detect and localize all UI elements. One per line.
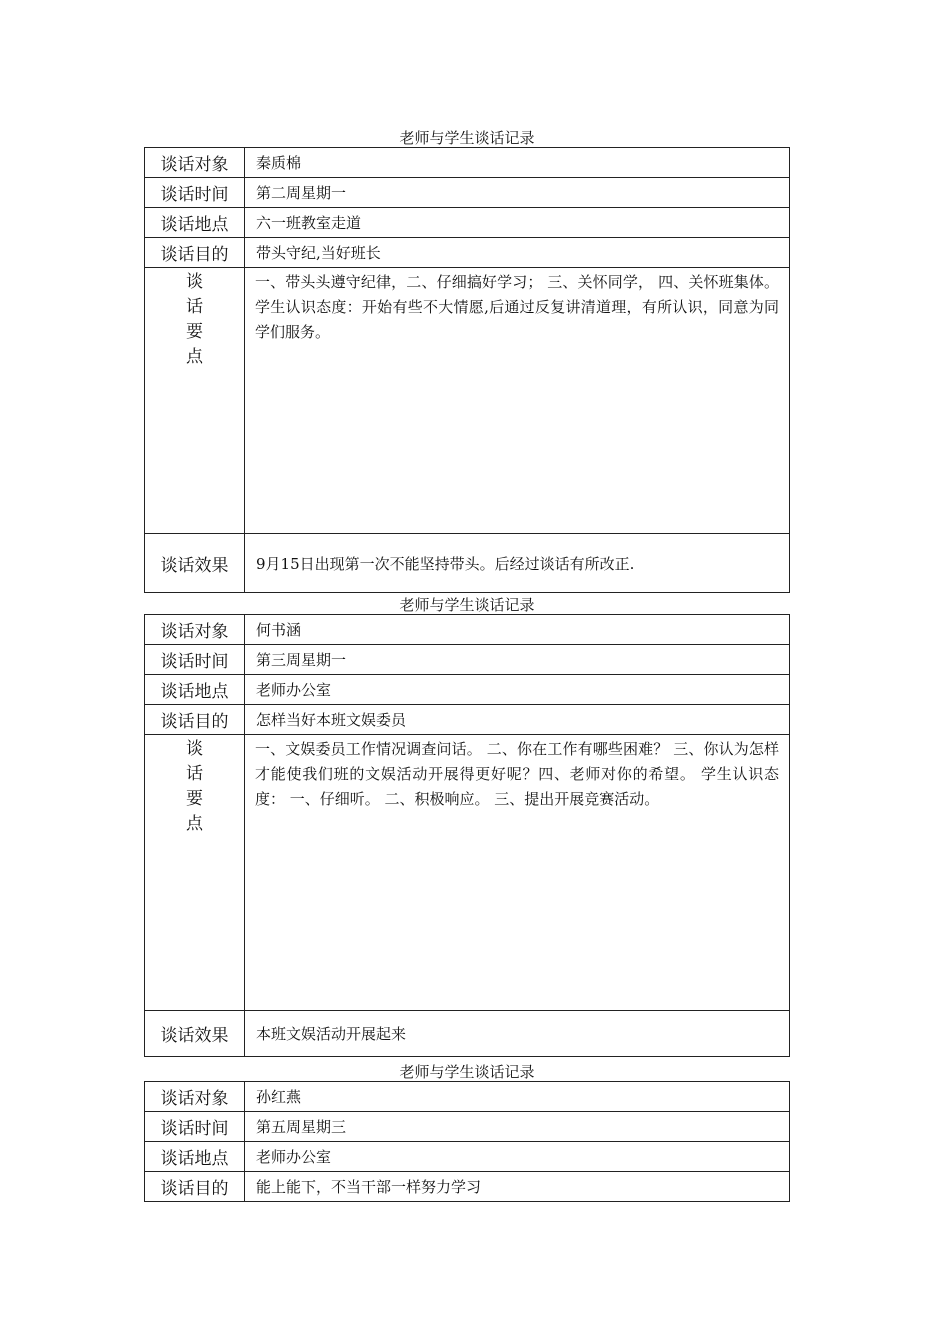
table-row xyxy=(145,208,790,238)
field-value: 老师办公室 xyxy=(245,675,790,705)
table-row xyxy=(145,705,790,735)
field-value: 秦质棉 xyxy=(245,148,790,178)
points-label-char: 话 xyxy=(186,297,203,317)
record-title: 老师与学生谈话记录 xyxy=(399,1063,535,1081)
effect-row xyxy=(145,1011,790,1057)
effect-label: 谈话效果 xyxy=(145,534,245,593)
field-label: 谈话地点 xyxy=(145,1142,245,1172)
record-table xyxy=(144,614,790,1057)
effect-text: 本班文娱活动开展起来 xyxy=(245,1011,790,1057)
effect-row xyxy=(145,534,790,593)
table-row xyxy=(145,238,790,268)
field-value: 怎样当好本班文娱委员 xyxy=(245,705,790,735)
talk-record-1 xyxy=(144,128,790,593)
table-row xyxy=(145,1172,790,1202)
points-row xyxy=(145,735,790,1011)
field-label: 谈话目的 xyxy=(145,705,245,735)
field-value: 带头守纪,当好班长 xyxy=(245,238,790,268)
field-label: 谈话地点 xyxy=(145,675,245,705)
points-row xyxy=(145,268,790,534)
talk-record-3 xyxy=(144,1062,790,1202)
field-value: 第二周星期一 xyxy=(245,178,790,208)
points-text: 一、文娱委员工作情况调查问话。 二、你在工作有哪些困难？ 三、你认为怎样才能使我们班的文娱活动开展得更好呢？四、老师对你的希望。 学生认识态度： 一、仔细听。 二、积极响应。 三、提出开展竞赛活动。 xyxy=(245,735,790,1011)
field-label: 谈话时间 xyxy=(145,1112,245,1142)
points-label-char: 点 xyxy=(186,814,203,834)
field-label: 谈话时间 xyxy=(145,178,245,208)
record-table xyxy=(144,147,790,593)
points-label-char: 要 xyxy=(186,322,203,342)
points-label-char: 谈 xyxy=(186,272,203,292)
effect-label: 谈话效果 xyxy=(145,1011,245,1057)
field-value: 第三周星期一 xyxy=(245,645,790,675)
points-label xyxy=(145,268,245,534)
table-row xyxy=(145,615,790,645)
table-row xyxy=(145,1082,790,1112)
field-label: 谈话目的 xyxy=(145,238,245,268)
points-label-char: 话 xyxy=(186,764,203,784)
table-row xyxy=(145,675,790,705)
field-value: 老师办公室 xyxy=(245,1142,790,1172)
points-label-char: 谈 xyxy=(186,739,203,759)
field-value: 何书涵 xyxy=(245,615,790,645)
field-label: 谈话对象 xyxy=(145,615,245,645)
field-label: 谈话时间 xyxy=(145,645,245,675)
table-row xyxy=(145,1142,790,1172)
field-value: 六一班教室走道 xyxy=(245,208,790,238)
field-value: 第五周星期三 xyxy=(245,1112,790,1142)
table-row xyxy=(145,178,790,208)
field-value: 孙红燕 xyxy=(245,1082,790,1112)
field-label: 谈话对象 xyxy=(145,148,245,178)
points-label-char: 点 xyxy=(186,347,203,367)
talk-record-2 xyxy=(144,595,790,1057)
points-label-char: 要 xyxy=(186,789,203,809)
record-title: 老师与学生谈话记录 xyxy=(399,129,535,147)
field-label: 谈话地点 xyxy=(145,208,245,238)
table-row xyxy=(145,148,790,178)
table-row xyxy=(145,1112,790,1142)
record-title: 老师与学生谈话记录 xyxy=(399,596,535,614)
field-label: 谈话目的 xyxy=(145,1172,245,1202)
record-table xyxy=(144,1081,790,1202)
table-row xyxy=(145,645,790,675)
field-label: 谈话对象 xyxy=(145,1082,245,1112)
points-label xyxy=(145,735,245,1011)
points-text: 一、带头头遵守纪律，二、仔细搞好学习； 三、关怀同学， 四、关怀班集体。 学生认识态度：开始有些不大情愿,后通过反复讲清道理，有所认识，同意为同学们服务。 xyxy=(245,268,790,534)
effect-text: 9月15日出现第一次不能坚持带头。后经过谈话有所改正. xyxy=(245,534,790,593)
field-value: 能上能下，不当干部一样努力学习 xyxy=(245,1172,790,1202)
